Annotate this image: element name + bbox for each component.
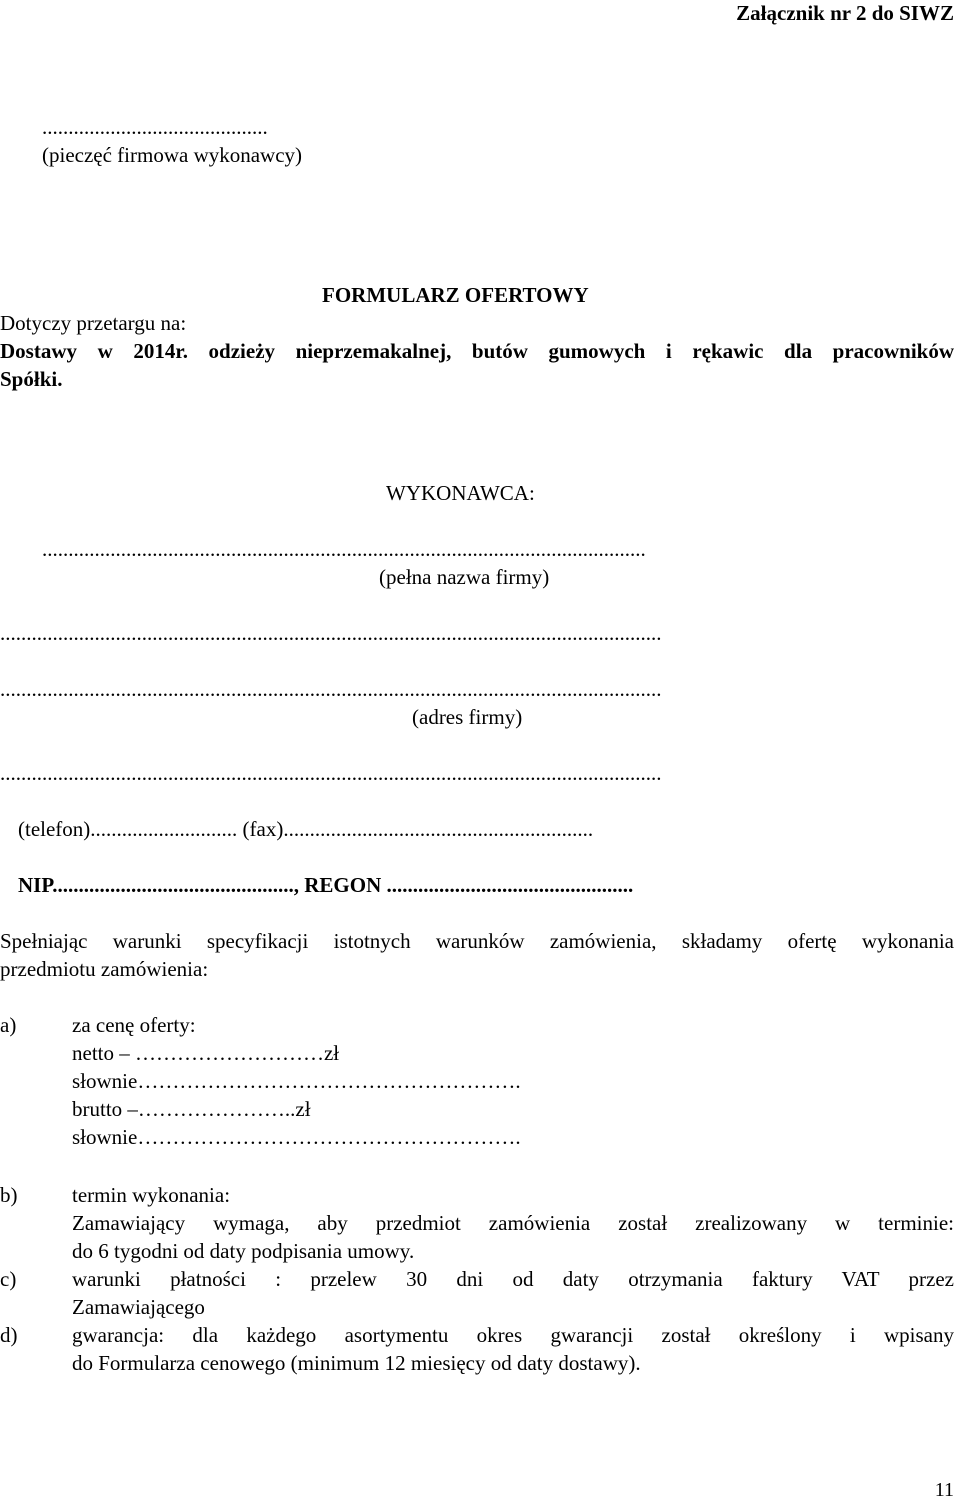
nip-regon-line: NIP.............................................., REGON ............................................... (18, 873, 634, 897)
price-title: za cenę oferty: (72, 1013, 196, 1037)
payment-line2: Zamawiającego (72, 1295, 205, 1319)
company-name-label: (pełna nazwa firmy) (379, 565, 550, 589)
contractor-heading: WYKONAWCA: (386, 481, 535, 505)
item-c-marker: c) (0, 1267, 17, 1291)
deadline-title: termin wykonania: (72, 1183, 231, 1207)
item-a-marker: a) (0, 1013, 17, 1037)
offer-intro-line2: przedmiotu zamówienia: (0, 957, 209, 981)
address-dots-2: .............................................................................................................................. (0, 677, 662, 701)
deadline-line2: do 6 tygodni od daty podpisania umowy. (72, 1239, 415, 1263)
item-b-marker: b) (0, 1183, 18, 1207)
price-brutto-words: słownie………………………………………………. (72, 1125, 521, 1149)
warranty-line2: do Formularza cenowego (minimum 12 miesięcy od daty dostawy). (72, 1351, 641, 1375)
tender-intro: Dotyczy przetargu na: (0, 311, 187, 335)
price-netto-words: słownie………………………………………………. (72, 1069, 521, 1093)
stamp-dots: ........................................... (42, 115, 268, 139)
address-label: (adres firmy) (412, 705, 523, 729)
company-name-dots: ................................................................................................................... (42, 537, 646, 561)
tender-subject-line1: Dostawy w 2014r. odzieży nieprzemakalnej, butów gumowych i rękawic dla pracowników (0, 339, 954, 363)
payment-line1: warunki płatności : przelew 30 dni od daty otrzymania faktury VAT przez (72, 1267, 954, 1291)
annex-title: Załącznik nr 2 do SIWZ (736, 1, 954, 25)
price-brutto: brutto –…………………..zł (72, 1097, 311, 1121)
price-netto: netto – ………………………zł (72, 1041, 340, 1065)
address-dots-3: .............................................................................................................................. (0, 761, 662, 785)
item-d-marker: d) (0, 1323, 18, 1347)
deadline-line1: Zamawiający wymaga, aby przedmiot zamówienia został zrealizowany w terminie: (72, 1211, 954, 1235)
warranty-line1: gwarancja: dla każdego asortymentu okres gwarancji został określony i wpisany (72, 1323, 954, 1347)
address-dots-1: .............................................................................................................................. (0, 621, 662, 645)
stamp-label: (pieczęć firmowa wykonawcy) (42, 143, 303, 167)
offer-intro-line1: Spełniając warunki specyfikacji istotnych warunków zamówienia, składamy ofertę wykonania (0, 929, 954, 953)
tender-subject-line2: Spółki. (0, 367, 63, 391)
form-title: FORMULARZ OFERTOWY (322, 283, 589, 307)
phone-fax-line: (telefon)............................ (fax)........................................................... (18, 817, 594, 841)
page-number: 11 (934, 1479, 954, 1501)
